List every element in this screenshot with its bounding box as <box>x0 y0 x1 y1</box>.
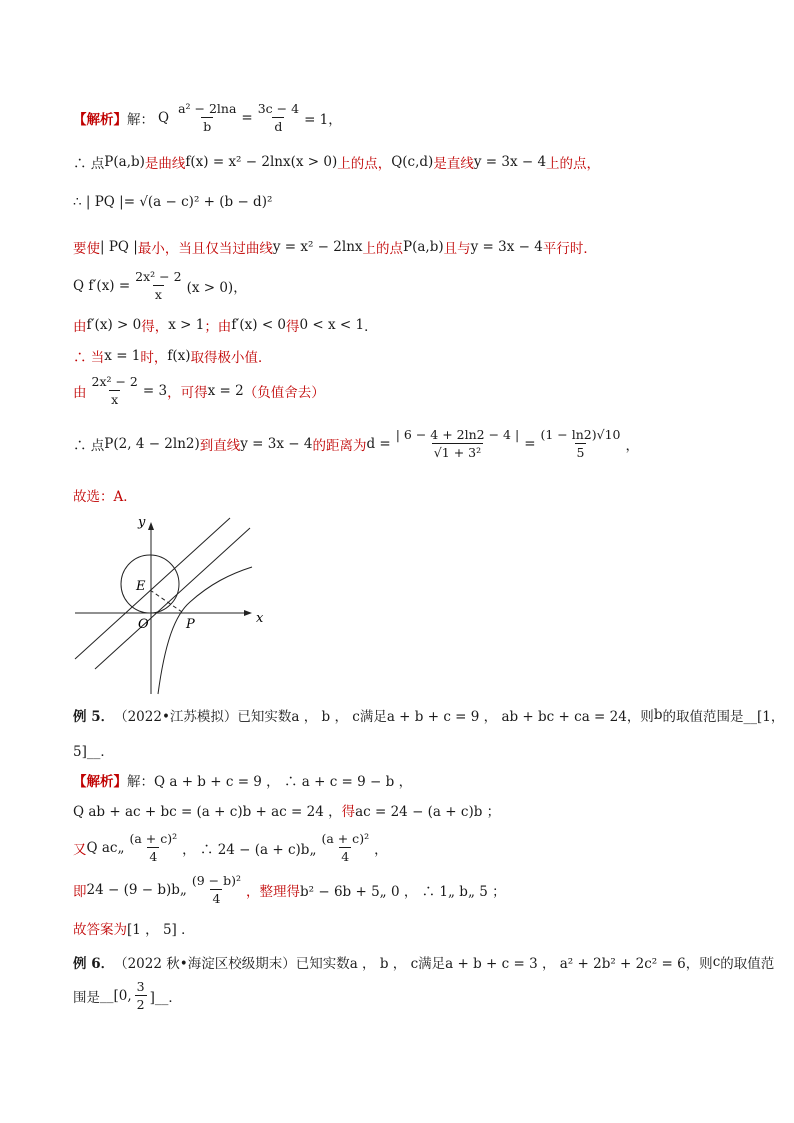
fraction <box>319 832 371 863</box>
text: 得， <box>141 319 169 335</box>
solution1-line4 <box>73 237 597 257</box>
text: 又 <box>73 841 87 858</box>
text: 得 <box>286 319 300 335</box>
denominator: √1 + 3² <box>433 445 482 461</box>
answer: ]__． <box>149 989 182 1006</box>
fraction <box>90 375 140 406</box>
math: a ， b ， c <box>349 956 419 972</box>
solution5-line1 <box>73 770 412 790</box>
math: Q <box>158 109 170 126</box>
solution1-line8 <box>73 375 325 406</box>
math: b² − 6b + 5„ 0 ， ∴ 1„ b„ 5 ； <box>300 883 506 900</box>
math: Q(c,d) <box>391 154 434 170</box>
text: 取得极小值． <box>190 350 272 366</box>
text: 上的点 <box>362 241 403 257</box>
text: 解： <box>127 774 154 790</box>
denominator: x <box>154 287 162 303</box>
math: Q a + b + c = 9 ， ∴ a + c = 9 − b ， <box>154 774 413 790</box>
math: = 3 <box>142 382 168 399</box>
math: y = 3x − 4 <box>240 435 313 452</box>
text: 且与 <box>443 241 471 257</box>
solution1-line9 <box>73 428 639 459</box>
text: 是直线 <box>433 156 474 172</box>
p-label: P <box>186 617 195 632</box>
x-label: x <box>256 611 264 626</box>
numerator: (a + c)² <box>129 831 178 846</box>
math: ac = 24 − (a + c)b ； <box>355 804 501 820</box>
text: 故答案为 <box>73 922 127 938</box>
text: 是曲线 <box>144 156 186 172</box>
denominator: 2 <box>136 997 145 1013</box>
numerator: 3c − 4 <box>257 101 300 116</box>
solution5-line3 <box>73 832 388 863</box>
math: a + b + c = 9 ， ab + bc + ca = 24 <box>386 709 627 725</box>
fraction <box>256 102 301 133</box>
curve-f <box>158 567 252 694</box>
math: x = 1 <box>104 348 141 364</box>
numerator: | 6 − 4 + 2ln2 − 4 | <box>395 427 520 442</box>
math: = <box>241 109 253 126</box>
denominator: b <box>203 119 212 135</box>
math: 0 < x < 1 <box>299 317 365 333</box>
text: ，可得 <box>167 384 208 401</box>
text: ∴ 当 <box>73 350 105 366</box>
denominator: 4 <box>212 891 221 907</box>
text: 由 <box>73 384 87 401</box>
math: ， <box>625 437 639 454</box>
math: y = x² − 2lnx <box>272 239 363 255</box>
math: ∴ | PQ |= √(a − c)² + (b − d)² <box>73 194 273 210</box>
text: ，则 <box>685 956 713 972</box>
text: ，整理得 <box>246 883 301 900</box>
text: 到直线 <box>199 437 241 454</box>
answer: __[0, <box>100 987 132 1004</box>
fraction <box>190 874 243 905</box>
analysis-label: 【解析】 <box>73 111 127 128</box>
math: P(a,b) <box>104 154 145 170</box>
text: （负值舍去） <box>243 384 325 401</box>
solution5-line4 <box>73 874 506 905</box>
fraction <box>394 428 521 459</box>
math: = 1， <box>304 111 342 128</box>
math: f(x) = x² − 2lnx(x > 0) <box>185 154 338 170</box>
solution1-line7 <box>73 346 272 366</box>
text: ∴ 点 <box>73 156 105 172</box>
x-axis-arrow <box>244 610 252 616</box>
math: Q ab + ac + bc = (a + c)b + ac = 24 ， <box>73 804 342 820</box>
line-lower <box>95 528 250 669</box>
text: 时， <box>140 350 168 366</box>
text: 已知实数 <box>237 709 292 725</box>
math: c <box>712 954 721 970</box>
math: f′(x) < 0 <box>231 317 287 333</box>
text: 的距离为 <box>312 437 367 454</box>
math: [1 ， 5] ． <box>127 922 195 938</box>
text: 即 <box>73 883 87 900</box>
y-axis-arrow <box>148 522 154 530</box>
math: x > 1 <box>168 317 205 333</box>
text: 解： <box>127 111 154 128</box>
numerator: 2x² − 2 <box>135 269 182 284</box>
text: （2022 秋•海淀区校级期末） <box>114 956 296 972</box>
text: ，则 <box>626 709 654 725</box>
example-label: 例 6． <box>73 956 115 972</box>
solution1-line2 <box>73 152 600 172</box>
math: a ， b ， c <box>291 709 360 725</box>
text: 的取值范 <box>720 956 775 972</box>
y-label: y <box>138 515 146 530</box>
text: 围是 <box>73 989 100 1006</box>
math: Q f′(x) = <box>73 277 131 294</box>
text: ． <box>364 319 378 335</box>
solution1-line5 <box>73 270 247 301</box>
text: ；由 <box>204 319 232 335</box>
answer: __[1， <box>743 709 785 725</box>
solution1-line1 <box>73 102 342 133</box>
math: P(2, 4 − 2ln2) <box>104 435 200 452</box>
math: f(x) <box>167 348 191 364</box>
example6-line1 <box>73 952 774 972</box>
numerator: (a + c)² <box>321 831 370 846</box>
text: 最小，当且仅当过曲线 <box>137 241 273 257</box>
numerator: a² − 2lna <box>178 101 237 116</box>
text: 平行时． <box>542 241 597 257</box>
fraction <box>133 270 183 301</box>
math: y = 3x − 4 <box>473 154 547 170</box>
math: ， <box>374 841 388 858</box>
text: 已知实数 <box>295 956 350 972</box>
denominator: x <box>111 392 119 408</box>
o-label: O <box>138 617 149 632</box>
denominator: 4 <box>341 849 350 865</box>
example5-line2 <box>73 740 114 760</box>
denominator: d <box>274 119 283 135</box>
solution1-line3 <box>73 194 272 210</box>
answer: 5]__． <box>73 744 114 760</box>
text: 故选：A． <box>73 489 137 505</box>
denominator: 5 <box>576 445 585 461</box>
denominator: 4 <box>149 849 158 865</box>
fraction <box>539 428 623 459</box>
math: P(a,b) <box>403 239 444 255</box>
text: 要使 <box>73 241 100 257</box>
text: 由 <box>73 319 87 335</box>
text: 满足 <box>359 709 387 725</box>
numerator: (1 − ln2)√10 <box>540 427 621 442</box>
math: 24 − (9 − b)b„ <box>86 881 187 898</box>
fraction <box>176 102 238 133</box>
solution5-line2 <box>73 800 500 820</box>
text: （2022•江苏模拟） <box>114 709 238 725</box>
analysis-label: 【解析】 <box>73 774 127 790</box>
math: | PQ | <box>100 239 138 255</box>
example5-line1 <box>73 705 784 725</box>
math: (x > 0)， <box>186 279 247 296</box>
text: 得 <box>341 804 356 820</box>
math: = <box>524 435 536 452</box>
text: 上的点， <box>546 156 601 172</box>
math: x = 2 <box>207 382 244 399</box>
math: Q ac„ <box>86 839 125 856</box>
example6-line2 <box>73 980 182 1011</box>
solution1-line10 <box>73 485 137 505</box>
text: 上的点， <box>337 156 392 172</box>
math: d = <box>366 435 391 452</box>
numerator: 3 <box>136 979 145 994</box>
solution5-line5 <box>73 918 195 938</box>
numerator: (9 − b)² <box>191 873 242 888</box>
math: b <box>653 707 663 723</box>
numerator: 2x² − 2 <box>91 374 138 389</box>
text: 的取值范围是 <box>662 709 744 725</box>
math: y = 3x − 4 <box>470 239 543 255</box>
fraction <box>135 980 147 1011</box>
text: ∴ 点 <box>73 437 105 454</box>
example-label: 例 5． <box>73 709 115 725</box>
solution1-line6 <box>73 315 378 335</box>
text: 满足 <box>418 956 446 972</box>
geometry-figure <box>70 512 270 697</box>
math: a + b + c = 3 ， a² + 2b² + 2c² = 6 <box>445 956 686 972</box>
fraction <box>127 832 179 863</box>
math: ， ∴ 24 − (a + c)b„ <box>182 841 317 858</box>
e-label: E <box>136 579 146 594</box>
math: f′(x) > 0 <box>86 317 142 333</box>
